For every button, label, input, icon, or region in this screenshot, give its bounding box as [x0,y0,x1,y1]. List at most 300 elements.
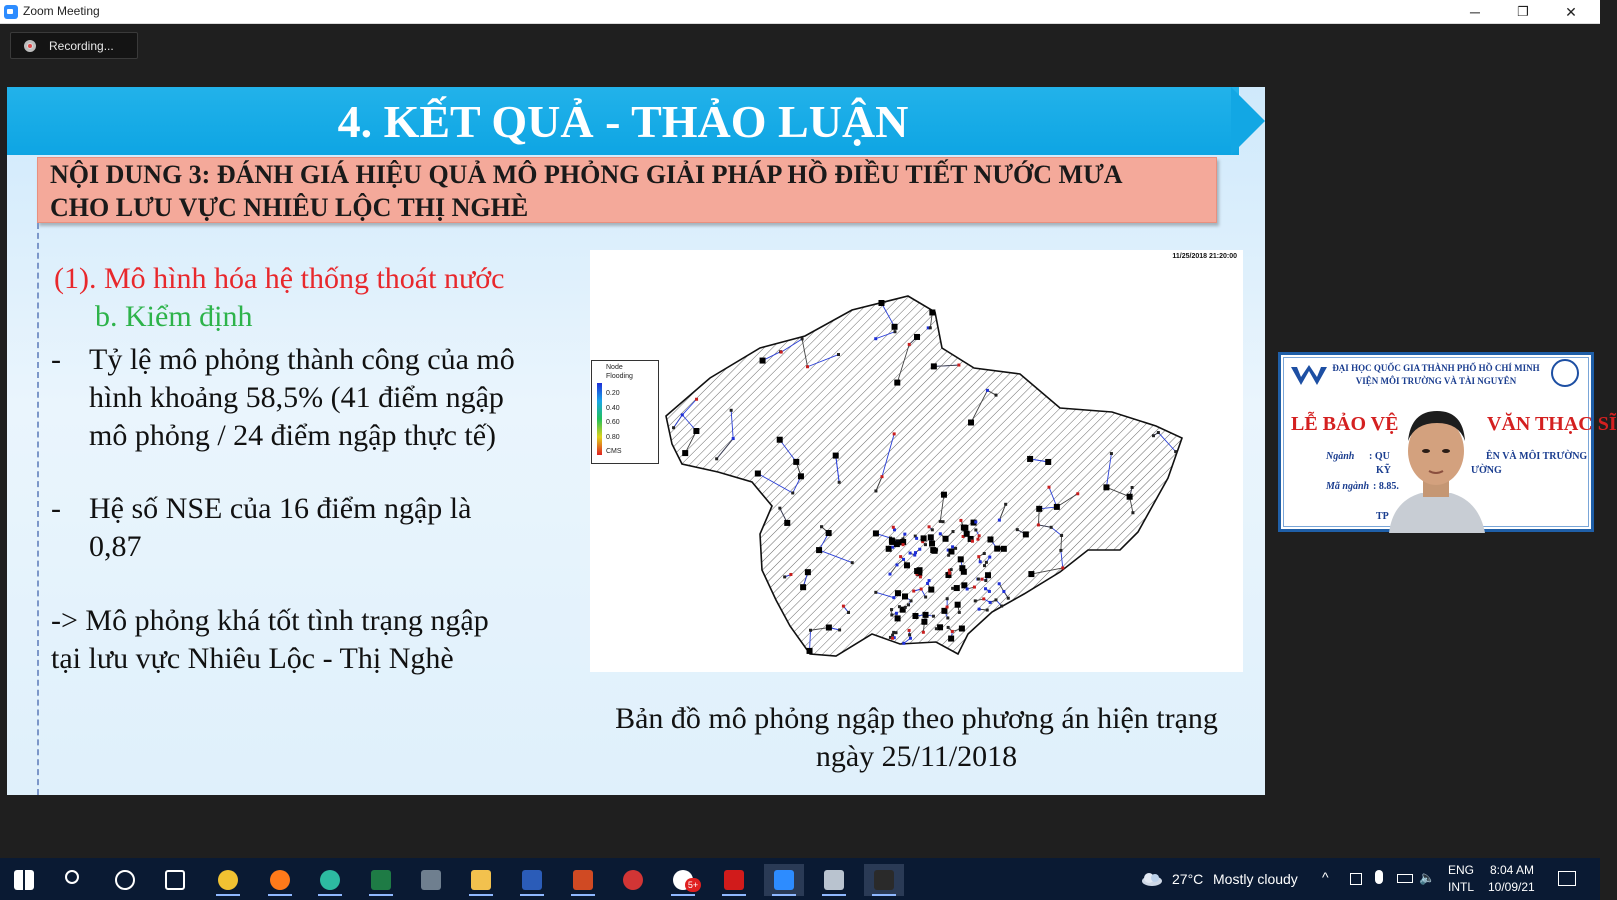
flood-node [943,536,949,542]
flood-node [994,546,1000,552]
flood-node [809,629,812,632]
bullet-line: Tỷ lệ mô phỏng thành công của mô [89,343,515,376]
file-explorer-glyph [471,870,491,890]
flood-node [874,489,877,492]
flood-node [961,582,967,588]
map-timestamp: 11/25/2018 21:20:00 [1172,253,1237,260]
flood-node [778,507,781,510]
bullet-line: Hệ số NSE của 16 điểm ngập là [89,492,472,525]
slide-title: 4. KẾT QUẢ - THẢO LUẬN [337,96,909,147]
flood-node [961,569,967,575]
flood-node [937,624,943,630]
bullet-line: 0,87 [89,530,142,563]
flood-node [791,491,794,494]
institute-name: VIỆN MÔI TRƯỜNG VÀ TÀI NGUYÊN [1355,376,1517,386]
flood-node [816,547,822,553]
flood-node [892,324,898,330]
flood-node [1157,431,1160,434]
maximize-button[interactable]: ❐ [1517,4,1529,19]
flood-node [951,587,954,590]
flood-node [672,426,675,429]
flood-node [959,519,962,522]
conclusion-line: tại lưu vực Nhiêu Lộc - Thị Nghè [51,642,454,675]
legend-value: 0.60 [606,419,620,426]
flood-node [899,555,902,558]
bullet-line: mô phỏng / 24 điểm ngập thực tế) [89,419,497,452]
flood-node [951,545,954,548]
cortana-icon[interactable] [105,864,145,896]
running-indicator [318,894,342,896]
flood-node [1103,484,1109,490]
flood-node [806,365,809,368]
microphone-icon[interactable] [1375,870,1383,884]
flood-node [874,337,877,340]
flood-node [789,573,792,576]
battery-icon[interactable] [1397,874,1413,883]
flood-node [942,520,945,523]
flood-node [893,330,896,333]
flood-node [932,548,938,554]
flood-node [1060,534,1063,537]
flood-node [947,626,950,629]
flood-node [964,531,970,537]
calculator-icon[interactable] [411,864,451,896]
flood-node [935,627,938,630]
flood-node [968,419,974,425]
flood-node [928,579,931,582]
notification-center-icon[interactable] [1558,871,1576,886]
flood-node [908,633,911,636]
flood-node [783,575,786,578]
flood-node [946,597,949,600]
flood-node [1002,590,1005,593]
institute-logo-icon [1551,359,1579,387]
flood-node [954,547,957,550]
flood-node [939,520,942,523]
flood-node [1023,531,1029,537]
flood-node [902,543,905,546]
flood-node [908,629,911,632]
powerpoint-icon[interactable] [563,864,603,896]
flood-node [955,602,961,608]
flood-node [784,520,790,526]
weather-cloud-icon[interactable] [1140,871,1164,887]
flood-node [732,437,735,440]
flood-node [950,568,953,571]
flood-node [1007,597,1010,600]
flood-node [1054,504,1060,510]
content-heading-line: NỘI DUNG 3: ĐÁNH GIÁ HIỆU QUẢ MÔ PHỎNG GIẢI PHÁP HỒ ĐIỀU TIẾT NƯỚC MƯA [50,160,1123,189]
catchment-map-graphic [590,250,1243,672]
app-red-icon[interactable] [613,864,653,896]
flood-node [805,569,811,575]
flood-node [892,526,895,529]
flood-node [952,530,955,533]
input-layout[interactable]: INTL [1448,880,1475,894]
flood-node [928,534,934,540]
volume-icon[interactable]: 🔈 [1419,870,1436,885]
flood-node [902,558,905,561]
flood-node [921,619,927,625]
close-button[interactable]: ✕ [1565,4,1577,20]
flood-node [928,587,934,593]
flood-node [895,615,901,621]
flood-node [1028,571,1034,577]
flood-node [985,561,988,564]
major-label: Ngành [1326,451,1355,462]
app-red-glyph [623,870,643,890]
shared-slide [7,87,1265,795]
flood-node [914,334,920,340]
running-indicator [822,894,846,896]
device-icon[interactable] [1350,873,1362,885]
flood-node [878,300,884,306]
flood-node [880,475,883,478]
flood-node [793,459,799,465]
notification-badge: 5+ [685,878,701,892]
flood-node [986,389,989,392]
flood-node [695,398,698,401]
flood-node [837,353,840,356]
file-explorer-icon[interactable] [461,864,501,896]
flood-node [978,608,981,611]
flood-node [917,567,923,573]
map-caption: Bản đồ mô phỏng ngập theo phương án hiện trạng [615,702,1218,735]
flood-node [929,541,935,547]
map-legend [591,360,659,464]
flood-node [924,596,927,599]
flood-node [928,525,931,528]
flood-node [981,578,984,581]
recording-indicator[interactable] [10,32,138,59]
subsection-heading: b. Kiểm định [95,300,253,333]
flood-node [1004,503,1007,506]
paint-glyph [824,870,844,890]
flood-node [977,578,980,581]
running-indicator [671,894,695,896]
flood-node [908,343,911,346]
flood-node [1027,456,1033,462]
flood-node [923,612,929,618]
bullet-dash: - [51,343,61,376]
calculator-glyph [421,870,441,890]
flood-node [873,530,879,536]
weather-description[interactable]: Mostly cloudy [1213,871,1298,887]
chrome-icon[interactable] [208,864,248,896]
zoom-app-icon [4,5,18,19]
institution-name: ĐẠI HỌC QUỐC GIA THÀNH PHỐ HỒ CHÍ MINH [1332,363,1540,373]
flood-node [947,554,950,557]
flood-node [886,546,892,552]
flood-node [833,453,839,459]
running-indicator [469,894,493,896]
audio-app-icon[interactable] [864,864,904,896]
search-icon[interactable] [55,864,95,896]
flood-node [895,590,901,596]
legend-value: 0.40 [606,405,620,412]
flood-node [898,605,901,608]
zoom-glyph [774,870,794,890]
flood-node [693,428,699,434]
flood-node [1131,486,1134,489]
running-indicator [772,894,796,896]
flood-node [946,616,949,619]
flood-map-figure [590,250,1243,672]
excel-icon[interactable] [361,864,401,896]
running-indicator [872,894,896,896]
flood-node [912,590,915,593]
flood-node [715,457,718,460]
flood-node [826,625,832,631]
word-glyph [522,870,542,890]
bullet-dash: - [51,492,61,525]
running-indicator [722,894,746,896]
flood-node [924,543,927,546]
input-language[interactable]: ENG [1448,863,1475,877]
flood-node [894,541,900,547]
flood-node [998,519,1001,522]
search-glyph [65,870,79,884]
dashed-divider [37,223,39,795]
window-title: Zoom Meeting [23,4,100,18]
flood-node [903,533,906,536]
flood-node [892,631,895,634]
flood-node [895,612,898,615]
minimize-button[interactable]: ─ [1470,4,1480,20]
flood-node [957,364,960,367]
flood-node [1036,506,1042,512]
paint-icon[interactable] [814,864,854,896]
zalo-icon[interactable] [663,864,703,896]
flood-node [891,546,894,549]
cortana-glyph [115,870,135,890]
flood-node [974,520,977,523]
flood-node [988,590,991,593]
flood-node [682,450,688,456]
show-hidden-icons-chevron-icon[interactable]: ^ [1322,869,1329,885]
flood-node [994,394,997,397]
catchment-outline [666,296,1182,656]
flood-node [919,575,922,578]
flood-node [891,637,894,640]
flood-node [959,626,965,632]
flood-node [730,409,733,412]
conclusion-line: -> Mô phỏng khá tốt tình trạng ngập [51,604,489,637]
flood-node [984,587,987,590]
flood-node [941,608,947,614]
clock-date[interactable]: 10/09/21 [1488,880,1535,894]
flood-node [958,611,961,614]
flood-node [974,528,977,531]
flood-node [989,601,992,604]
flood-node [780,351,783,354]
major-code-label: Mã ngành [1326,481,1370,492]
participant-video-tile[interactable] [1278,352,1617,532]
flood-node [985,572,991,578]
flood-node [892,596,895,599]
flood-node [998,582,1001,585]
flood-node [973,586,976,589]
flood-node [798,473,804,479]
flood-node [681,413,684,416]
flood-node [1174,450,1177,453]
section-heading: (1). Mô hình hóa hệ thống thoát nước [54,262,505,295]
flood-node [922,631,925,634]
flood-node [954,585,960,591]
flood-node [894,380,900,386]
flood-node [847,611,850,614]
flood-node [979,560,982,563]
flood-node [987,536,993,542]
map-caption: ngày 25/11/2018 [815,740,1018,773]
flood-node [974,599,977,602]
flood-node [909,552,912,555]
flood-node [986,609,989,612]
presenter-avatar [1381,393,1491,533]
flood-node [958,556,964,562]
firefox-icon[interactable] [260,864,300,896]
flood-node [800,584,806,590]
flood-node [1061,566,1064,569]
content-heading-box [37,157,1217,223]
flood-node [890,608,893,611]
flood-node [1076,492,1079,495]
sub-major-right: ƯỜNG [1471,465,1502,476]
flood-node [760,358,766,364]
flood-node [909,637,912,640]
flood-node [895,563,898,566]
legend-title: Flooding [606,373,633,380]
content-heading-line: CHO LƯU VỰC NHIÊU LỘC THỊ NGHÈ [50,193,529,222]
edge-glyph [320,870,340,890]
flood-node [988,556,991,559]
flood-node [948,636,954,642]
flood-node [820,525,823,528]
flood-node [978,534,981,537]
flood-node [910,599,913,602]
flood-node [948,549,954,555]
flood-node [931,363,937,369]
flood-node [929,326,932,329]
flood-node [984,579,987,582]
bullet-line: hình khoảng 58,5% (41 điểm ngập [89,381,504,414]
flood-node [902,593,908,599]
window-titlebar [0,0,1600,24]
flood-node [977,555,980,558]
flood-node [1016,528,1019,531]
recording-label: Recording... [49,39,114,53]
flood-node [939,532,942,535]
flood-node [1127,494,1133,500]
flood-node [929,309,935,315]
flood-node [1045,459,1051,465]
flood-node [1000,605,1003,608]
flood-node [851,561,854,564]
flood-node [915,537,918,540]
flood-node [983,564,986,567]
flood-node [1037,523,1040,526]
major-code-value: : 8.85. [1373,481,1399,492]
flood-node [1110,452,1113,455]
flood-node [893,432,896,435]
running-indicator [216,894,240,896]
flood-node [889,573,892,576]
acrobat-icon[interactable] [714,864,754,896]
powerpoint-glyph [573,870,593,890]
flood-node [777,437,783,443]
sub-major-left: KỸ [1376,465,1391,476]
legend-value: CMS [606,448,622,455]
firefox-glyph [270,870,290,890]
flood-node [1131,511,1134,514]
flood-node [807,648,813,654]
acrobat-glyph [724,870,744,890]
flood-node [801,337,804,340]
flood-node [1001,546,1007,552]
zoom-icon[interactable] [764,864,804,896]
flood-node [983,552,986,555]
flood-node [946,606,949,609]
edge-icon[interactable] [310,864,350,896]
flood-node [1048,486,1051,489]
clock-time[interactable]: 8:04 AM [1490,863,1535,877]
flood-node [976,538,979,541]
flood-node [904,562,910,568]
flood-node [838,481,841,484]
flood-node [1152,434,1155,437]
flood-node [912,613,918,619]
flood-node [982,597,985,600]
legend-value: 0.20 [606,390,620,397]
task-view-glyph [165,870,185,890]
flood-node [902,642,905,645]
flood-node [842,605,845,608]
flood-node [918,548,921,551]
flood-node [755,471,761,477]
windows-start-icon[interactable] [4,864,44,896]
flood-node [926,582,929,585]
flood-node [931,528,934,531]
audio-app-glyph [874,870,894,890]
flood-node [951,630,954,633]
running-indicator [571,894,595,896]
flood-node [994,598,997,601]
flood-node [904,606,907,609]
flood-node [948,572,951,575]
legend-color-bar [597,383,602,455]
tile-bottom-text: TP [1376,511,1389,522]
flood-node [838,628,841,631]
weather-temperature[interactable]: 27°C [1172,871,1204,887]
legend-value: 0.80 [606,434,620,441]
flood-node [874,591,877,594]
flood-node [971,540,974,543]
running-indicator [369,894,393,896]
word-icon[interactable] [512,864,552,896]
flood-node [920,588,923,591]
running-indicator [520,894,544,896]
chrome-glyph [218,870,238,890]
task-view-icon[interactable] [155,864,195,896]
record-icon [24,40,36,52]
windows-taskbar [0,858,1600,900]
ceremony-title-right: VĂN THẠC SĨ [1487,413,1617,435]
flood-node [962,525,968,531]
running-indicator [268,894,292,896]
flood-node [913,554,916,557]
legend-title: Node [606,364,623,371]
ceremony-title-left: LỄ BẢO VỆ [1291,413,1399,435]
